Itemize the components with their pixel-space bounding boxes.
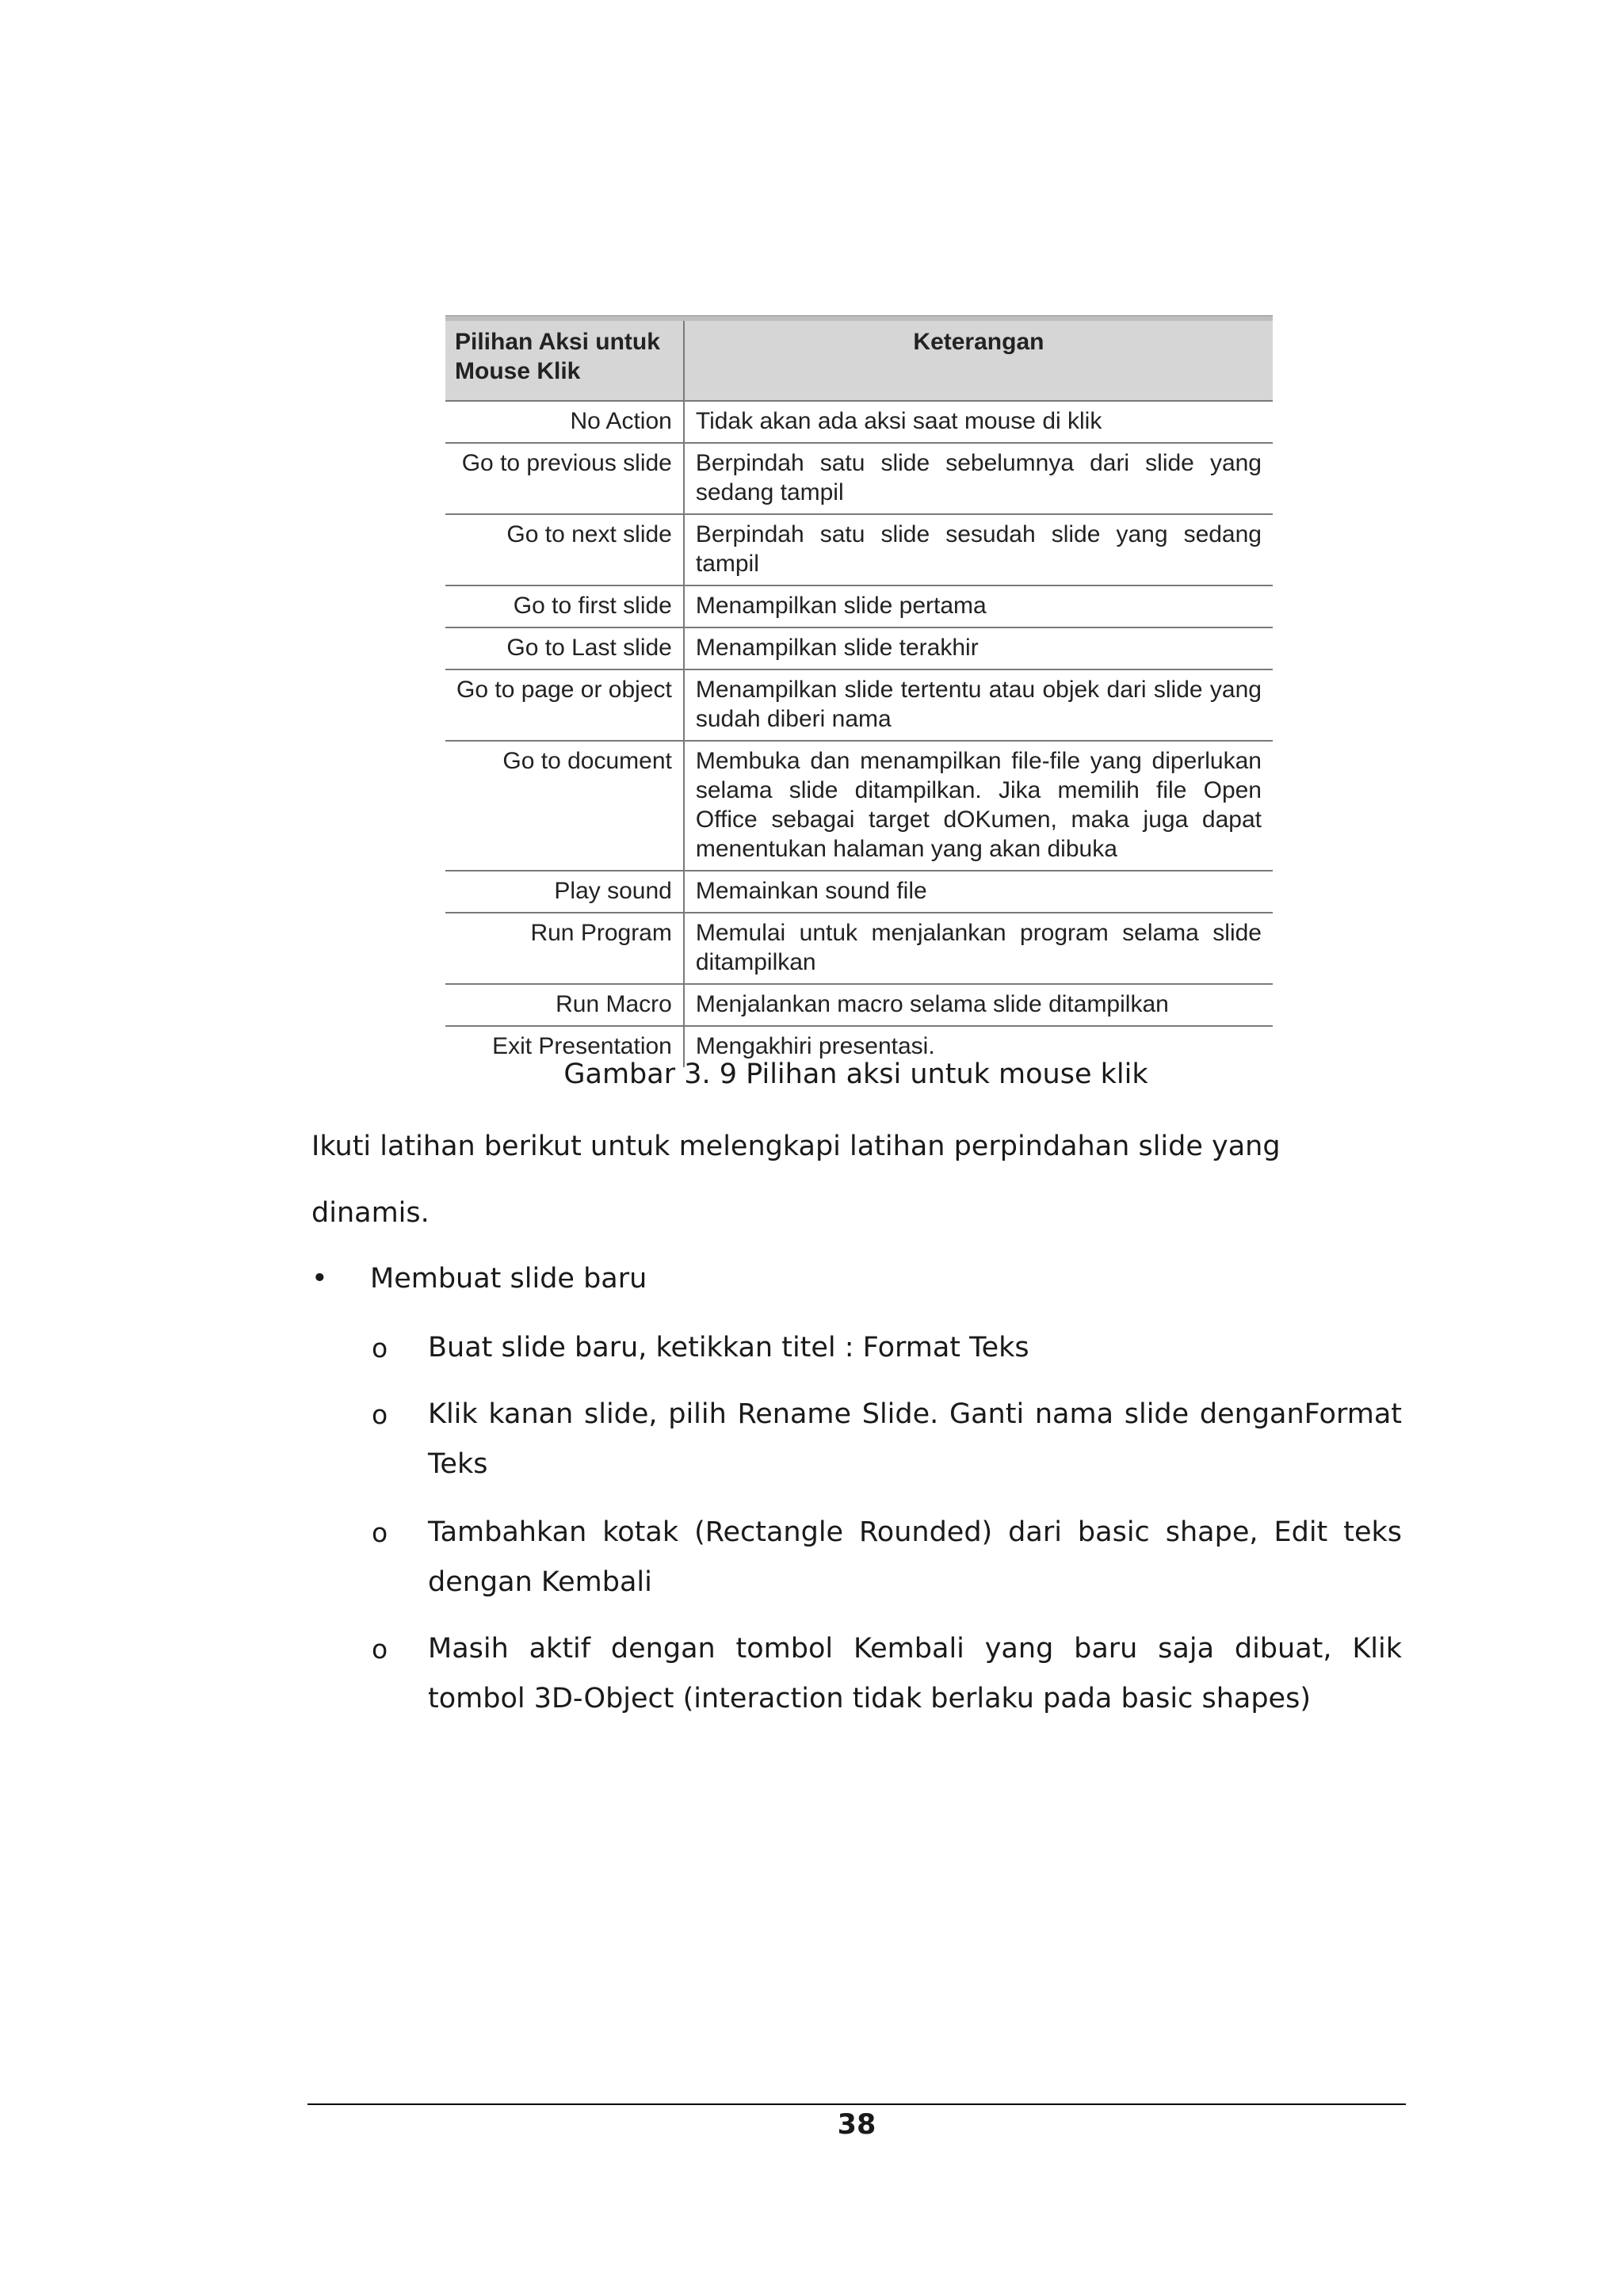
- bullet-mark: •: [311, 1263, 328, 1295]
- row-action: Go to previous slide: [445, 443, 684, 514]
- table-top-border: [445, 315, 1273, 321]
- sub-bullet-mark: o: [372, 1399, 388, 1430]
- sub-bullet-mark: o: [372, 1517, 388, 1548]
- footer-rule: [307, 2103, 1406, 2105]
- bullet-text: Membuat slide baru: [370, 1263, 647, 1295]
- sub-item-2: Klik kanan slide, pilih Rename Slide. Ganti nama slide denganFormat Teks: [428, 1398, 1402, 1480]
- row-description: Menampilkan slide pertama: [684, 585, 1273, 627]
- row-action: No Action: [445, 401, 684, 443]
- table-row: [445, 669, 1273, 741]
- page-number: 38: [837, 2109, 876, 2141]
- sub-item-3: Tambahkan kotak (Rectangle Rounded) dari basic shape, Edit teks dengan Kembali: [428, 1516, 1402, 1598]
- table-row: [445, 585, 1273, 627]
- row-description: Berpindah satu slide sesudah slide yang sedang tampil: [684, 514, 1273, 585]
- row-description: Mengakhiri presentasi.: [695, 1033, 935, 1059]
- sub-item-4: Masih aktif dengan tombol Kembali yang baru saja dibuat, Klik tombol 3D-Object (interaction tidak berlaku pada basic shapes): [428, 1633, 1402, 1714]
- intro-line-1: Ikuti latihan berikut untuk melengkapi latihan perpindahan slide yang: [311, 1131, 1281, 1162]
- table-row: [445, 627, 1273, 669]
- row-action: Exit Presentation: [445, 1026, 684, 1067]
- row-action: Go to first slide: [445, 585, 684, 627]
- row-description: Memainkan sound file: [684, 871, 1273, 913]
- row-description: Berpindah satu slide sebelumnya dari slide yang sedang tampil: [684, 443, 1273, 514]
- row-description: Menampilkan slide tertentu atau objek dari slide yang sudah diberi nama: [684, 669, 1273, 741]
- figure-caption: Gambar 3. 9 Pilihan aksi untuk mouse klik: [563, 1058, 1148, 1090]
- header-description: Keterangan: [684, 321, 1273, 401]
- row-action: Go to next slide: [445, 514, 684, 585]
- row-description: Menampilkan slide terakhir: [684, 627, 1273, 669]
- row-action: Go to page or object: [445, 669, 684, 741]
- row-action: Go to document: [445, 741, 684, 871]
- table-row: [445, 401, 1273, 443]
- row-description: Menjalankan macro selama slide ditampilkan: [684, 984, 1273, 1026]
- table-header-row: [445, 321, 1273, 401]
- header-action: Pilihan Aksi untuk Mouse Klik: [445, 321, 684, 401]
- row-description: Membuka dan menampilkan file-file yang diperlukan selama slide ditampilkan. Jika memilih file Open Office sebagai target dOKumen, maka juga dapat menentukan halaman yang akan dibuka: [684, 741, 1273, 871]
- intro-line-2: dinamis.: [311, 1197, 430, 1229]
- mouse-click-actions-table: [445, 321, 1273, 1067]
- action-table-figure: [445, 315, 1273, 1067]
- table-row: [445, 443, 1273, 514]
- row-description: Memulai untuk menjalankan program selama slide ditampilkan: [684, 913, 1273, 984]
- sub-bullet-mark: o: [372, 1634, 388, 1665]
- table-row: [445, 984, 1273, 1026]
- row-action: Run Program: [445, 913, 684, 984]
- table-body: [445, 401, 1273, 1067]
- row-action: Go to Last slide: [445, 627, 684, 669]
- table-row: [445, 871, 1273, 913]
- table-row: [445, 741, 1273, 871]
- table-row: [445, 913, 1273, 984]
- sub-item-1: Buat slide baru, ketikkan titel : Format Teks: [428, 1332, 1029, 1363]
- sub-bullet-mark: o: [372, 1333, 388, 1363]
- row-description: Tidak akan ada aksi saat mouse di klik: [684, 401, 1273, 443]
- table-row: [445, 514, 1273, 585]
- row-action: Run Macro: [445, 984, 684, 1026]
- row-action: Play sound: [445, 871, 684, 913]
